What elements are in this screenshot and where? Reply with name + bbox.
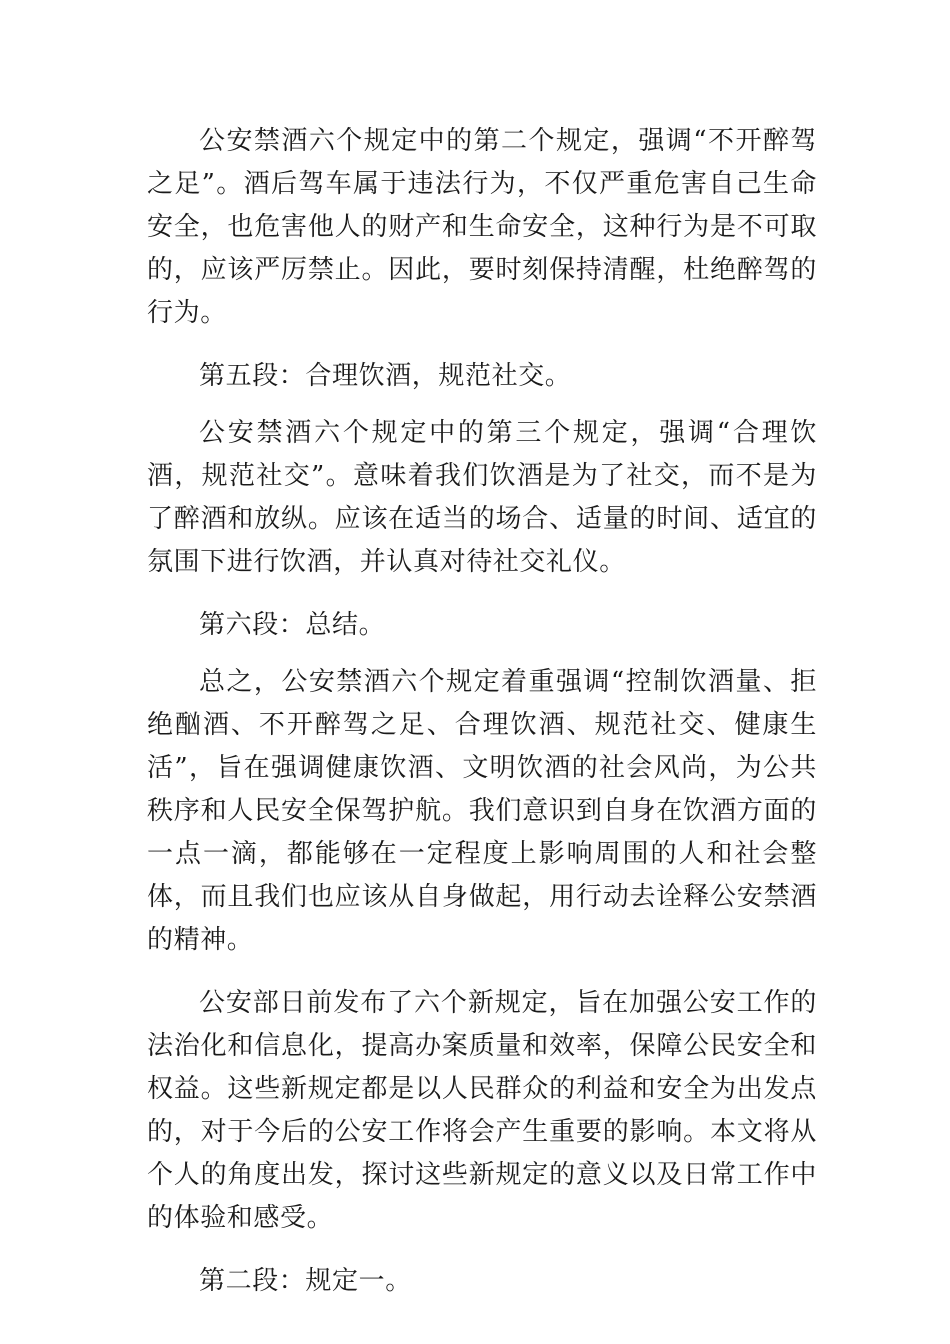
section-heading-two: 第二段：规定一。 <box>199 1266 412 1296</box>
section-heading-five: 第五段：合理饮酒，规范社交。 <box>199 361 572 391</box>
section-heading-six: 第六段：总结。 <box>199 610 386 640</box>
paragraph-summary: 总之，公安禁酒六个规定着重强调“控制饮酒量、拒绝酗酒、不开醉驾之足、合理饮酒、规范社交、健康生活”，旨在强调健康饮酒、文明饮酒的社会风尚，为公共秩序和人民安全保驾护航。我们意识到自身在饮酒方面的一点一滴，都能够在一定程度上影响周围的人和社会整体，而且我们也应该从自身做起，用行动去诠释公安禁酒的精神。 <box>147 667 817 955</box>
paragraph-new-regulations: 公安部日前发布了六个新规定，旨在加强公安工作的法治化和信息化，提高办案质量和效率，保障公民安全和权益。这些新规定都是以人民群众的利益和安全为出发点的，对于今后的公安工作将会产生重要的影响。本文将从个人的角度出发，探讨这些新规定的意义以及日常工作中的体验和感受。 <box>147 988 817 1233</box>
paragraph-reasonable-drinking: 公安禁酒六个规定中的第三个规定，强调“合理饮酒，规范社交”。意味着我们饮酒是为了社交，而不是为了醉酒和放纵。应该在适当的场合、适量的时间、适宜的氛围下进行饮酒，并认真对待社交礼仪。 <box>147 418 817 577</box>
paragraph-drunk-driving: 公安禁酒六个规定中的第二个规定，强调“不开醉驾之足”。酒后驾车属于违法行为，不仅严重危害自己生命安全，也危害他人的财产和生命安全，这种行为是不可取的，应该严厉禁止。因此，要时刻保持清醒，杜绝醉驾的行为。 <box>147 126 817 328</box>
document-body <box>147 120 817 1303</box>
